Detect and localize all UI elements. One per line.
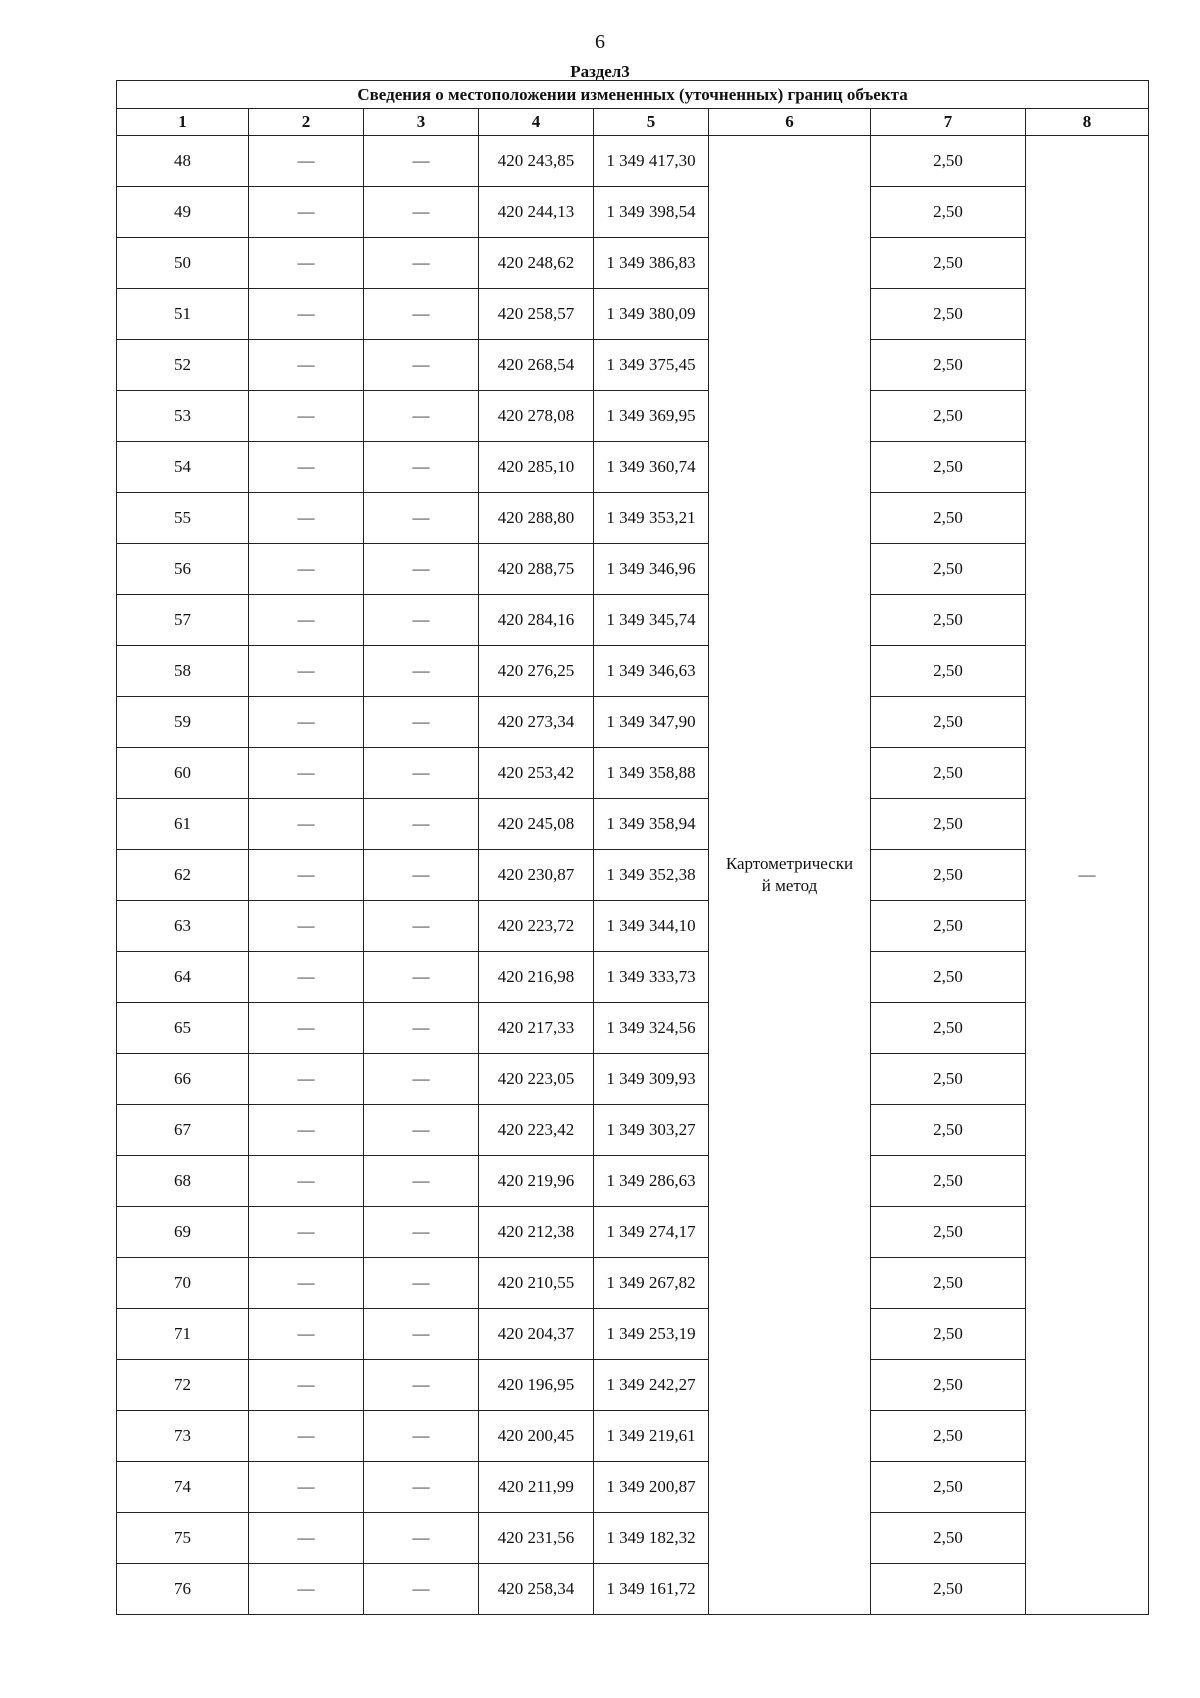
y-coordinate-cell: 1 349 324,56 [594,1003,709,1054]
x-coordinate-cell: 420 223,05 [479,1054,594,1105]
point-number-cell: 75 [117,1513,249,1564]
column-3-cell: — [364,1003,479,1054]
point-number-cell: 54 [117,442,249,493]
column-2-cell: — [249,1054,364,1105]
column-2-cell: — [249,1156,364,1207]
y-coordinate-cell: 1 349 333,73 [594,952,709,1003]
precision-cell: 2,50 [871,289,1026,340]
table-row [117,1564,1149,1615]
precision-cell: 2,50 [871,238,1026,289]
table-row [117,136,1149,187]
column-2-cell: — [249,901,364,952]
x-coordinate-cell: 420 231,56 [479,1513,594,1564]
column-2-cell: — [249,952,364,1003]
table-row [117,646,1149,697]
column-2-cell: — [249,799,364,850]
point-number-cell: 72 [117,1360,249,1411]
y-coordinate-cell: 1 349 182,32 [594,1513,709,1564]
column-2-cell: — [249,1411,364,1462]
column-number-5: 5 [594,109,709,136]
y-coordinate-cell: 1 349 200,87 [594,1462,709,1513]
column-2-cell: — [249,340,364,391]
page-number: 6 [595,31,605,53]
column-2-cell: — [249,697,364,748]
y-coordinate-cell: 1 349 242,27 [594,1360,709,1411]
precision-cell: 2,50 [871,1513,1026,1564]
precision-cell: 2,50 [871,901,1026,952]
table-row [117,697,1149,748]
x-coordinate-cell: 420 288,75 [479,544,594,595]
point-number-cell: 49 [117,187,249,238]
y-coordinate-cell: 1 349 346,63 [594,646,709,697]
y-coordinate-cell: 1 349 353,21 [594,493,709,544]
column-2-cell: — [249,136,364,187]
point-number-cell: 65 [117,1003,249,1054]
column-3-cell: — [364,1462,479,1513]
y-coordinate-cell: 1 349 347,90 [594,697,709,748]
x-coordinate-cell: 420 258,34 [479,1564,594,1615]
table-body [117,136,1149,1615]
column-3-cell: — [364,697,479,748]
x-coordinate-cell: 420 258,57 [479,289,594,340]
point-number-cell: 70 [117,1258,249,1309]
table-row [117,1513,1149,1564]
precision-cell: 2,50 [871,646,1026,697]
table-row [117,1462,1149,1513]
x-coordinate-cell: 420 219,96 [479,1156,594,1207]
column-3-cell: — [364,952,479,1003]
table-row [117,748,1149,799]
column-number-1: 1 [117,109,249,136]
method-text-line-1: Картометрически [725,854,854,873]
point-number-cell: 66 [117,1054,249,1105]
column-3-cell: — [364,136,479,187]
column-2-cell: — [249,1309,364,1360]
x-coordinate-cell: 420 244,13 [479,187,594,238]
precision-cell: 2,50 [871,697,1026,748]
x-coordinate-cell: 420 217,33 [479,1003,594,1054]
column-2-cell: — [249,1360,364,1411]
column-2-cell: — [249,187,364,238]
precision-cell: 2,50 [871,187,1026,238]
table-row [117,442,1149,493]
method-cell [709,136,871,1615]
column-2-cell: — [249,289,364,340]
precision-cell: 2,50 [871,799,1026,850]
x-coordinate-cell: 420 253,42 [479,748,594,799]
x-coordinate-cell: 420 278,08 [479,391,594,442]
y-coordinate-cell: 1 349 219,61 [594,1411,709,1462]
x-coordinate-cell: 420 230,87 [479,850,594,901]
point-number-cell: 74 [117,1462,249,1513]
column-3-cell: — [364,340,479,391]
column-2-cell: — [249,391,364,442]
y-coordinate-cell: 1 349 386,83 [594,238,709,289]
x-coordinate-cell: 420 285,10 [479,442,594,493]
precision-cell: 2,50 [871,850,1026,901]
precision-cell: 2,50 [871,442,1026,493]
precision-cell: 2,50 [871,1360,1026,1411]
point-number-cell: 50 [117,238,249,289]
column-3-cell: — [364,799,479,850]
point-number-cell: 58 [117,646,249,697]
x-coordinate-cell: 420 210,55 [479,1258,594,1309]
y-coordinate-cell: 1 349 369,95 [594,391,709,442]
table-row [117,1309,1149,1360]
y-coordinate-cell: 1 349 380,09 [594,289,709,340]
column-number-2: 2 [249,109,364,136]
point-number-cell: 61 [117,799,249,850]
column-3-cell: — [364,391,479,442]
y-coordinate-cell: 1 349 398,54 [594,187,709,238]
column-3-cell: — [364,850,479,901]
y-coordinate-cell: 1 349 417,30 [594,136,709,187]
precision-cell: 2,50 [871,1054,1026,1105]
column-2-cell: — [249,493,364,544]
precision-cell: 2,50 [871,1156,1026,1207]
precision-cell: 2,50 [871,595,1026,646]
x-coordinate-cell: 420 284,16 [479,595,594,646]
table-row [117,340,1149,391]
point-number-cell: 73 [117,1411,249,1462]
column-number-4: 4 [479,109,594,136]
x-coordinate-cell: 420 245,08 [479,799,594,850]
column-number-8: 8 [1026,109,1149,136]
column-3-cell: — [364,289,479,340]
column-3-cell: — [364,1258,479,1309]
column-3-cell: — [364,1309,479,1360]
y-coordinate-cell: 1 349 352,38 [594,850,709,901]
column-3-cell: — [364,187,479,238]
column-3-cell: — [364,595,479,646]
table-row [117,850,1149,901]
x-coordinate-cell: 420 223,42 [479,1105,594,1156]
y-coordinate-cell: 1 349 345,74 [594,595,709,646]
point-number-cell: 51 [117,289,249,340]
column-3-cell: — [364,1054,479,1105]
point-number-cell: 67 [117,1105,249,1156]
x-coordinate-cell: 420 212,38 [479,1207,594,1258]
table-row [117,1411,1149,1462]
table-row [117,799,1149,850]
point-number-cell: 64 [117,952,249,1003]
y-coordinate-cell: 1 349 267,82 [594,1258,709,1309]
point-number-cell: 57 [117,595,249,646]
y-coordinate-cell: 1 349 358,88 [594,748,709,799]
column-number-3: 3 [364,109,479,136]
precision-cell: 2,50 [871,391,1026,442]
y-coordinate-cell: 1 349 344,10 [594,901,709,952]
column-3-cell: — [364,1207,479,1258]
precision-cell: 2,50 [871,748,1026,799]
column-8-cell: — [1026,136,1149,1615]
column-3-cell: — [364,901,479,952]
precision-cell: 2,50 [871,952,1026,1003]
y-coordinate-cell: 1 349 360,74 [594,442,709,493]
column-2-cell: — [249,646,364,697]
y-coordinate-cell: 1 349 358,94 [594,799,709,850]
column-2-cell: — [249,544,364,595]
column-3-cell: — [364,544,479,595]
column-3-cell: — [364,1513,479,1564]
precision-cell: 2,50 [871,1309,1026,1360]
precision-cell: 2,50 [871,493,1026,544]
column-3-cell: — [364,646,479,697]
precision-cell: 2,50 [871,340,1026,391]
point-number-cell: 52 [117,340,249,391]
column-2-cell: — [249,238,364,289]
x-coordinate-cell: 420 288,80 [479,493,594,544]
x-coordinate-cell: 420 243,85 [479,136,594,187]
table-row [117,493,1149,544]
x-coordinate-cell: 420 204,37 [479,1309,594,1360]
point-number-cell: 69 [117,1207,249,1258]
column-3-cell: — [364,1156,479,1207]
table-row [117,1207,1149,1258]
precision-cell: 2,50 [871,136,1026,187]
column-2-cell: — [249,1513,364,1564]
column-2-cell: — [249,1462,364,1513]
table-row [117,1105,1149,1156]
point-number-cell: 53 [117,391,249,442]
y-coordinate-cell: 1 349 303,27 [594,1105,709,1156]
table-caption-row [117,81,1149,109]
column-3-cell: — [364,493,479,544]
point-number-cell: 76 [117,1564,249,1615]
x-coordinate-cell: 420 248,62 [479,238,594,289]
table-caption: Сведения о местоположении измененных (уточненных) границ объекта [117,81,1149,109]
point-number-cell: 55 [117,493,249,544]
table-row [117,187,1149,238]
point-number-cell: 68 [117,1156,249,1207]
x-coordinate-cell: 420 223,72 [479,901,594,952]
table-row [117,1003,1149,1054]
column-2-cell: — [249,1003,364,1054]
y-coordinate-cell: 1 349 253,19 [594,1309,709,1360]
column-3-cell: — [364,748,479,799]
y-coordinate-cell: 1 349 346,96 [594,544,709,595]
table-row [117,901,1149,952]
column-3-cell: — [364,442,479,493]
point-number-cell: 59 [117,697,249,748]
table-row [117,391,1149,442]
table-row [117,289,1149,340]
table-row [117,595,1149,646]
table-row [117,238,1149,289]
column-2-cell: — [249,850,364,901]
table-row [117,1360,1149,1411]
precision-cell: 2,50 [871,1207,1026,1258]
y-coordinate-cell: 1 349 286,63 [594,1156,709,1207]
table-row [117,1258,1149,1309]
boundary-coordinates-table [116,80,1149,1615]
x-coordinate-cell: 420 200,45 [479,1411,594,1462]
column-number-row [117,109,1149,136]
y-coordinate-cell: 1 349 309,93 [594,1054,709,1105]
column-3-cell: — [364,238,479,289]
table-row [117,952,1149,1003]
column-2-cell: — [249,748,364,799]
table-row [117,544,1149,595]
section-title: Раздел3 [570,62,630,81]
column-2-cell: — [249,595,364,646]
precision-cell: 2,50 [871,1462,1026,1513]
method-text-line-2: й метод [761,876,818,895]
table-row [117,1156,1149,1207]
column-2-cell: — [249,1105,364,1156]
precision-cell: 2,50 [871,1258,1026,1309]
precision-cell: 2,50 [871,1003,1026,1054]
point-number-cell: 71 [117,1309,249,1360]
x-coordinate-cell: 420 211,99 [479,1462,594,1513]
precision-cell: 2,50 [871,544,1026,595]
y-coordinate-cell: 1 349 375,45 [594,340,709,391]
precision-cell: 2,50 [871,1105,1026,1156]
y-coordinate-cell: 1 349 161,72 [594,1564,709,1615]
precision-cell: 2,50 [871,1564,1026,1615]
column-number-6: 6 [709,109,871,136]
column-3-cell: — [364,1105,479,1156]
table-row [117,1054,1149,1105]
column-3-cell: — [364,1411,479,1462]
x-coordinate-cell: 420 276,25 [479,646,594,697]
point-number-cell: 60 [117,748,249,799]
point-number-cell: 63 [117,901,249,952]
column-3-cell: — [364,1360,479,1411]
column-2-cell: — [249,1564,364,1615]
x-coordinate-cell: 420 273,34 [479,697,594,748]
column-2-cell: — [249,1258,364,1309]
x-coordinate-cell: 420 196,95 [479,1360,594,1411]
point-number-cell: 48 [117,136,249,187]
column-3-cell: — [364,1564,479,1615]
column-number-7: 7 [871,109,1026,136]
point-number-cell: 56 [117,544,249,595]
column-2-cell: — [249,1207,364,1258]
x-coordinate-cell: 420 268,54 [479,340,594,391]
y-coordinate-cell: 1 349 274,17 [594,1207,709,1258]
x-coordinate-cell: 420 216,98 [479,952,594,1003]
column-2-cell: — [249,442,364,493]
point-number-cell: 62 [117,850,249,901]
precision-cell: 2,50 [871,1411,1026,1462]
